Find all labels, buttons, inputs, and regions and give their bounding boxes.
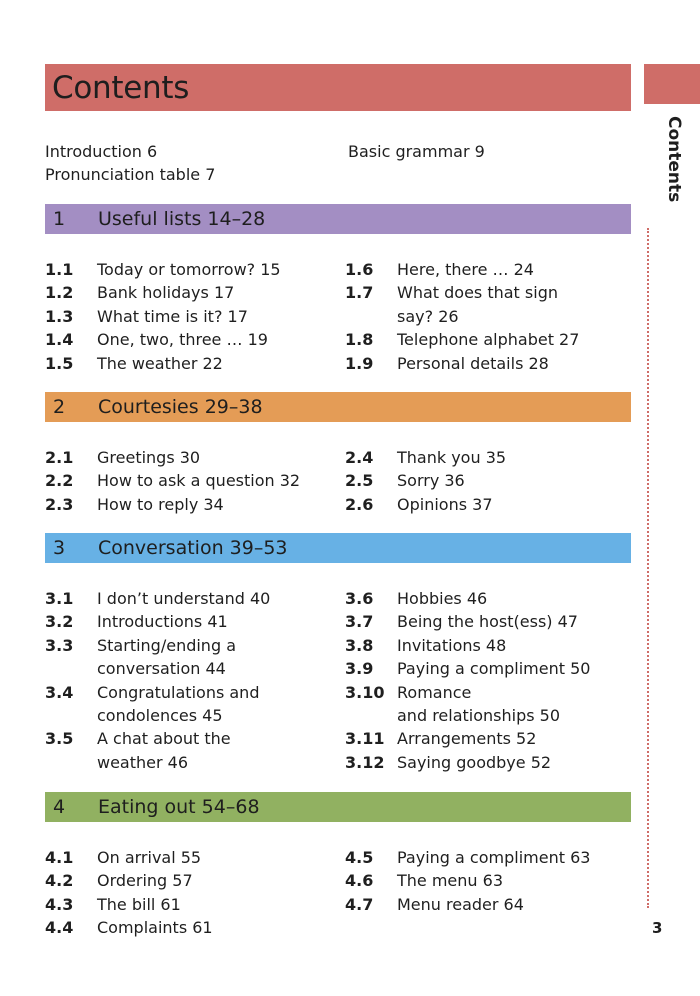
toc-entry-number: 2.5: [345, 471, 374, 491]
toc-entry-number: 1.3: [45, 306, 74, 326]
toc-entry-text: Personal details 28: [397, 353, 549, 373]
toc-entry-number: 1.9: [345, 353, 374, 373]
toc-entry-number: 3.3: [45, 635, 74, 655]
toc-entry-text: A chat about the weather 46: [97, 729, 231, 772]
page-title: Contents: [52, 70, 190, 106]
section-title: Eating out 54–68: [98, 796, 260, 818]
toc-entry-text: Saying goodbye 52: [397, 752, 552, 772]
toc-entry-text: Today or tomorrow? 15: [97, 260, 281, 279]
toc-entry-text: Paying a compliment 50: [397, 659, 591, 679]
title-bar: [45, 64, 631, 111]
toc-entry-number: 3.7: [345, 612, 374, 632]
side-tab: [644, 64, 700, 104]
page-number: 3: [652, 919, 663, 937]
toc-entry-text: Menu reader 64: [397, 894, 524, 914]
toc-entry-text: Opinions 37: [397, 494, 493, 514]
toc-entry-text: Hobbies 46: [397, 589, 488, 608]
toc-entry-number: 1.2: [45, 283, 74, 303]
toc-entry-number: 2.6: [345, 494, 374, 514]
toc-entry-text: The menu 63: [397, 871, 503, 891]
toc-entry-number: 2.4: [345, 448, 374, 467]
toc-entry-number: 3.4: [45, 682, 74, 702]
toc-entry-number: 3.6: [345, 589, 374, 608]
toc-entry-number: 4.1: [45, 848, 74, 867]
section-title: Courtesies 29–38: [98, 396, 263, 418]
section-number: 3: [53, 537, 66, 559]
toc-entry-text: Being the host(ess) 47: [397, 612, 578, 632]
toc-entry-number: 3.9: [345, 659, 374, 679]
toc-entry-number: 1.1: [45, 260, 74, 279]
dotted-divider: [647, 228, 649, 908]
toc-entry-text: Congratulations and condolences 45: [97, 682, 260, 725]
toc-entry-number: 4.6: [345, 871, 374, 891]
toc-entry-number: 3.10: [345, 682, 385, 702]
toc-entry-text: Greetings 30: [97, 448, 201, 467]
toc-entry-text: Thank you 35: [397, 448, 507, 467]
toc-entry-number: 1.8: [345, 330, 374, 350]
toc-entry-text: Bank holidays 17: [97, 283, 235, 303]
toc-entry-text: Starting/ending a conversation 44: [97, 635, 236, 679]
section-bar-1[interactable]: [45, 204, 631, 234]
section-title: Useful lists 14–28: [98, 208, 266, 230]
section-bar-3[interactable]: [45, 533, 631, 563]
section-bar-4[interactable]: [45, 792, 631, 822]
side-tab-label-wrap: [660, 116, 688, 226]
section-number: 2: [53, 396, 66, 418]
toc-entry-text: Sorry 36: [397, 471, 465, 491]
toc-entry-text: Paying a compliment 63: [397, 848, 591, 867]
toc-entry-text: Invitations 48: [397, 635, 507, 655]
toc-entry-number: 3.11: [345, 729, 385, 749]
toc-entry-number: 3.1: [45, 589, 74, 608]
toc-entry-text: Arrangements 52: [397, 729, 537, 749]
toc-entry-number: 3.5: [45, 729, 74, 749]
toc-entry-text: The bill 61: [97, 894, 181, 914]
toc-entry-number: 2.3: [45, 494, 74, 514]
toc-entry-number: 1.7: [345, 283, 374, 303]
toc-entry-text: One, two, three … 19: [97, 330, 268, 350]
toc-entry-text: Ordering 57: [97, 871, 193, 891]
toc-entry-number: 1.6: [345, 260, 374, 279]
toc-entry-text: How to reply 34: [97, 494, 224, 514]
intro-item-pronunciation[interactable]: Pronunciation table 7: [45, 165, 216, 184]
toc-entry-number: 1.4: [45, 330, 74, 350]
toc-entry-text: What does that sign say? 26: [397, 283, 558, 326]
toc-entry-number: 3.8: [345, 635, 374, 655]
section-number: 1: [53, 208, 66, 230]
toc-entry-text: Here, there … 24: [397, 260, 534, 279]
toc-entry-text: Telephone alphabet 27: [397, 330, 580, 350]
toc-entry-number: 2.2: [45, 471, 74, 491]
toc-entry-text: Complaints 61: [97, 918, 213, 938]
toc-entry-number: 4.4: [45, 918, 74, 938]
toc-entry-text: How to ask a question 32: [97, 471, 301, 491]
toc-entry-number: 3.2: [45, 612, 74, 632]
toc-entry-number: 1.5: [45, 353, 74, 373]
section-title: Conversation 39–53: [98, 537, 288, 559]
section-number: 4: [53, 796, 66, 818]
toc-entry-text: Romance and relationships 50: [397, 682, 561, 725]
side-tab-label: Contents: [664, 116, 684, 203]
intro-item-grammar[interactable]: Basic grammar 9: [348, 142, 485, 161]
toc-entry-number: 3.12: [345, 752, 385, 772]
toc-entry-number: 4.7: [345, 894, 374, 914]
toc-entry-number: 4.3: [45, 894, 74, 914]
toc-entry-text: Introductions 41: [97, 612, 228, 632]
toc-entry-number: 4.5: [345, 848, 374, 867]
toc-entry-text: I don’t understand 40: [97, 589, 271, 608]
toc-entry-number: 2.1: [45, 448, 74, 467]
toc-entry-text: On arrival 55: [97, 848, 202, 867]
toc-entry-number: 4.2: [45, 871, 74, 891]
toc-entry-text: The weather 22: [97, 353, 223, 373]
intro-item-introduction[interactable]: Introduction 6: [45, 142, 158, 161]
toc-entry-text: What time is it? 17: [97, 306, 248, 326]
section-bar-2[interactable]: [45, 392, 631, 422]
